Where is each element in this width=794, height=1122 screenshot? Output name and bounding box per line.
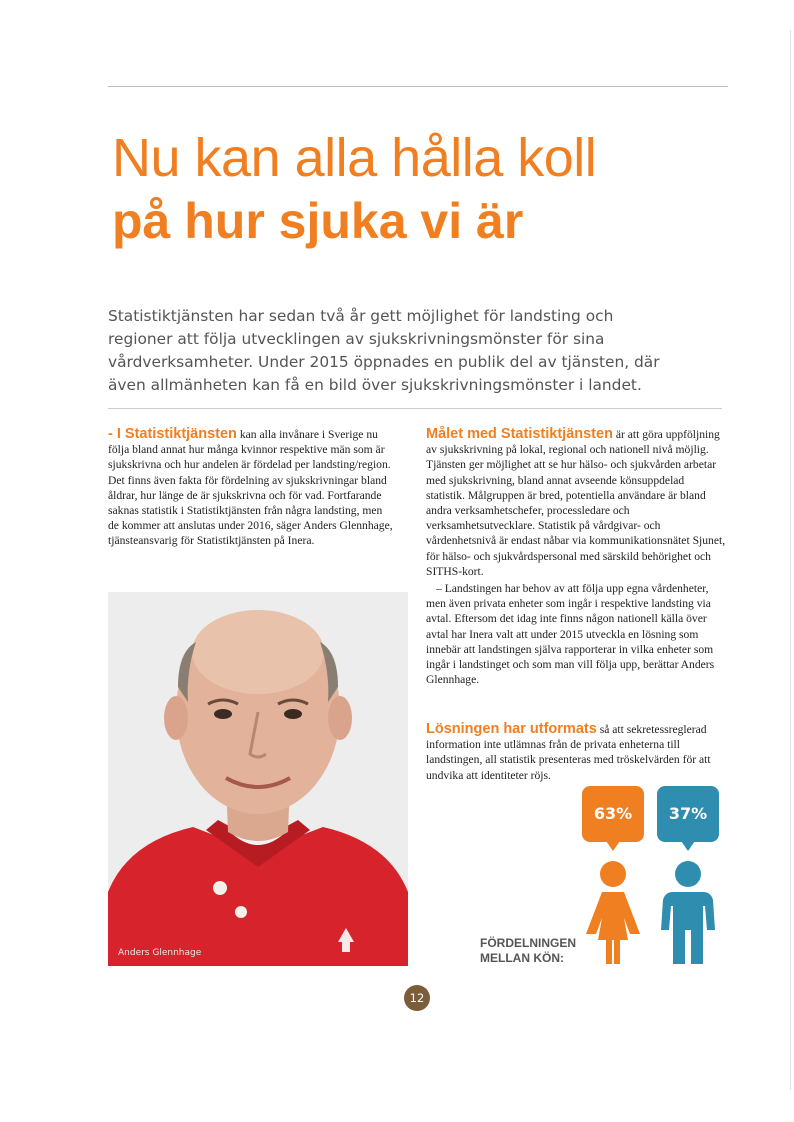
right-column-lead: Målet med Statistiktjänsten bbox=[426, 426, 613, 442]
left-column-text: kan alla invånare i Sverige nu följa bland annat hur många kvinnor respektive män som är sjukskrivna och hur andelen är fördelad per landsting/region. Det finns även fakta för fördelning av sjukskrivningar bland åldrar, hur länge de är sjukskrivna och för vad. Fortfarande saknas statistik i Statistiktjänsten från några landsting, men de kommer att anslutas under 2016, säger Anders Glennhage, tjänsteansvarig för Statistiktjänsten på Inera. bbox=[108, 428, 393, 548]
intro-paragraph: Statistiktjänsten har sedan två år gett möjlighet för landsting och regioner att följa utvecklingen av sjukskrivningsmönster för sina vårdverksamheter. Under 2015 öppnades en publik del av tjänsten, där även allmänheten kan få en bild över sjukskrivningsmönster i landet. bbox=[108, 307, 660, 394]
page-edge bbox=[790, 30, 791, 1090]
male-percentage-bubble bbox=[657, 786, 719, 842]
headline-line-2: på hur sjuka vi är bbox=[112, 193, 524, 249]
right-column bbox=[426, 425, 726, 687]
solution-section bbox=[426, 720, 726, 783]
solution-lead: Lösningen har utformats bbox=[426, 721, 597, 737]
male-percentage: 37% bbox=[668, 804, 708, 823]
right-column-quote: – Landstingen har behov av att följa upp egna vårdenheter, men även privata enheter som ingår i respektive landsting via avtal. Eftersom det idag inte finns någon nationell källa över avtal har Inera valt att under 2015 utveckla en lösning som innebär att landstingen själva rapporterar in vilka enheter som ingår i landstinget och som man vill följa upp, berättar Anders Glennhage. bbox=[426, 582, 715, 687]
solution-text: så att sekretessreglerad information inte utlämnas från de privata enheterna till landstingen, all statistik presenteras med tröskelvärden för att undvika att identiteter röjs. bbox=[426, 723, 711, 782]
photo-caption: Anders Glennhage bbox=[118, 948, 202, 958]
gender-distribution-label: FÖRDELNINGEN MELLAN KÖN: bbox=[480, 936, 576, 965]
male-person-icon bbox=[659, 860, 717, 964]
female-percentage: 63% bbox=[593, 804, 633, 823]
intro-divider bbox=[108, 408, 722, 409]
right-column-paragraph bbox=[426, 427, 726, 579]
headline-line-1: Nu kan alla hålla koll bbox=[112, 128, 597, 188]
female-percentage-bubble bbox=[582, 786, 644, 842]
left-column bbox=[108, 425, 393, 549]
portrait-illustration bbox=[108, 592, 408, 966]
headline bbox=[112, 126, 596, 252]
left-column-lead: - I Statistiktjänsten bbox=[108, 426, 237, 442]
left-column-paragraph bbox=[108, 427, 393, 549]
page-number: 12 bbox=[404, 985, 430, 1011]
solution-paragraph bbox=[426, 722, 716, 783]
right-column-text: är att göra uppföljning av sjukskrivning på lokal, regional och nationell nivå möjlig. Tjänsten ger möjlighet att se hur hälso- och sjukvården arbetar med sjukskrivning, bland annat avseende könsuppdelad statistik. Målgruppen är bred, potentiella användare är bland andra verksamhetschefer, processledare och verksamhetsutvecklare. Statistik på vårdgivar- och vårdenhetsnivå är endast nåbar via kommunikationsnätet Sjunet, för hälso- och sjukvårdspersonal med särskild behörighet och SITHS-kort. bbox=[426, 428, 726, 578]
portrait-photo bbox=[108, 592, 408, 966]
female-person-icon bbox=[584, 860, 642, 964]
top-rule bbox=[108, 86, 728, 87]
